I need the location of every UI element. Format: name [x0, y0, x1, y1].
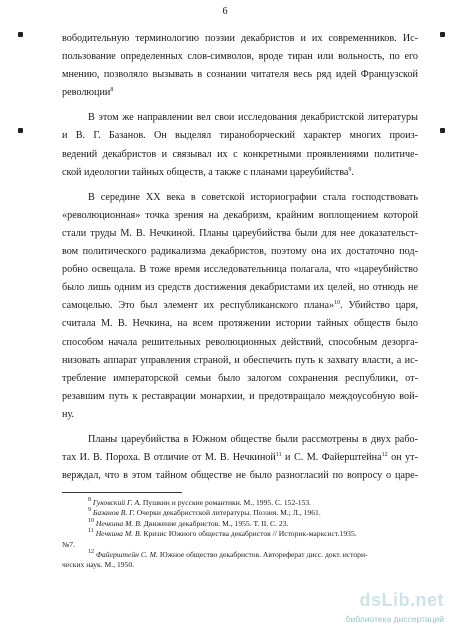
margin-mark: [18, 32, 23, 37]
p3-line-2: «революционная» точка зрения на декабризм, крайним воплощением которой: [62, 209, 418, 221]
footnote-separator: [62, 492, 182, 493]
watermark-title: dsLib.net: [359, 590, 444, 610]
footnote-10: $^{10}$ Нечкина М. В. Движение декабристов. М., 1955. Т. II. С. 23.: [88, 517, 289, 528]
footnote-ref-9[interactable]: 9: [348, 166, 352, 173]
p4-line-3: верждал, что в этом тайном обществе не было разногласий по вопросу о царе-: [62, 470, 418, 482]
p3-line-10: низовать аппарат управления страной, и обеспечить путь к захвату власти, а ис-: [62, 354, 418, 366]
footnote-ref-10[interactable]: 10: [334, 300, 341, 307]
p3-line-6: было лишь одним из средств достижения декабристами их целей, но отнюдь не: [62, 282, 418, 294]
margin-mark: [18, 128, 23, 133]
footnotes: [62, 498, 418, 571]
p3-line-11: требление императорской семьи было залогом сохранения республики, от-: [62, 372, 418, 384]
p3-line-13: ну.: [62, 408, 75, 420]
p1-line-2: пользование определенных слов-символов, вроде тиран или вольность, по его: [62, 51, 418, 63]
footnote-12-cont: ческих наук. М., 1950.: [62, 560, 135, 570]
p3-line-9: способом начала решительных революционных действий, способным дезорга-: [62, 336, 418, 348]
margin-mark: [440, 32, 445, 37]
page-number: 6: [222, 6, 228, 17]
p3-line-7: самоцелью. Это был элемент их республиканского плана»$^{10}$. Убийство царя,: [62, 300, 418, 312]
footnote-11: $^{11}$ Нечкина М. В. Кризис Южного общества декабристов // Историк-марксист.1935.: [88, 528, 357, 539]
p1-line-3: мнению, позволяло вызывать в сознании читателя весь ряд идей Французской: [62, 69, 418, 81]
p1-line-4: революции$^8$: [62, 87, 114, 99]
footnote-ref-11[interactable]: 11: [275, 452, 282, 459]
p3-line-12: резавшим путь к реставрации монархии, и предотвращало междоусобную вой-: [62, 390, 418, 402]
p3-line-4: вом политического радикализма декабристов, поэтому она их достаточно под-: [62, 246, 418, 258]
footnote-ref-12[interactable]: 12: [381, 452, 388, 459]
p3-line-3: стали труды М. В. Нечкиной. Планы цареубийства были для нее доказательст-: [62, 227, 418, 239]
footnote-11-cont: №7.: [62, 539, 75, 549]
p2-line-4: ской идеологии тайных обществ, а также с планами цареубийства$^9$.: [62, 166, 354, 178]
p4-line-1: Планы цареубийства в Южном обществе были рассмотрены в двух рабо-: [88, 433, 418, 445]
margin-mark: [440, 128, 445, 133]
p2-line-1: В этом же направлении вел свои исследования декабристской литературы: [88, 112, 418, 124]
p2-line-2: и В. Г. Базанов. Он выделял тираноборческий характер многих произ-: [62, 130, 418, 142]
p3-line-1: В середине XX века в советской историографии стала господствовать: [88, 191, 418, 203]
p3-line-8: считала М. В. Нечкина, на всем протяжении истории тайных обществ было: [62, 318, 418, 330]
watermark-logo: [332, 590, 444, 624]
footnote-12: $^{12}$ Файерштейн С. М. Южное общество декабристов. Автореферат дисс. докт. истори-: [88, 549, 368, 560]
footnote-ref-8[interactable]: 8: [110, 87, 114, 94]
p2-line-3: ведений декабристов и связывал их с конкретными проявлениями политиче-: [62, 148, 418, 160]
main-text: [62, 30, 418, 485]
p4-line-2: тах И. В. Пороха. В отличие от М. В. Нечкиной$^{11}$ и С. М. Файерштейна$^{12}$ он ут-: [62, 452, 418, 464]
footnote-9: $^9$ Базанов В. Г. Очерки декабристской литературы. Поэзия. М.; Л., 1961.: [88, 507, 321, 518]
p1-line-1: вободительную терминологию поэзии декабристов и их современников. Ис-: [62, 33, 418, 44]
footnote-8: $^8$ Гуковский Г. А. Пушкин и русские романтики. М., 1995. С. 152-153.: [88, 497, 312, 507]
p3-line-5: робно освещала. В тоже время исследовательница полагала, что «цареубийство: [62, 264, 418, 276]
watermark-subtitle: библиотека диссертаций: [345, 614, 444, 624]
